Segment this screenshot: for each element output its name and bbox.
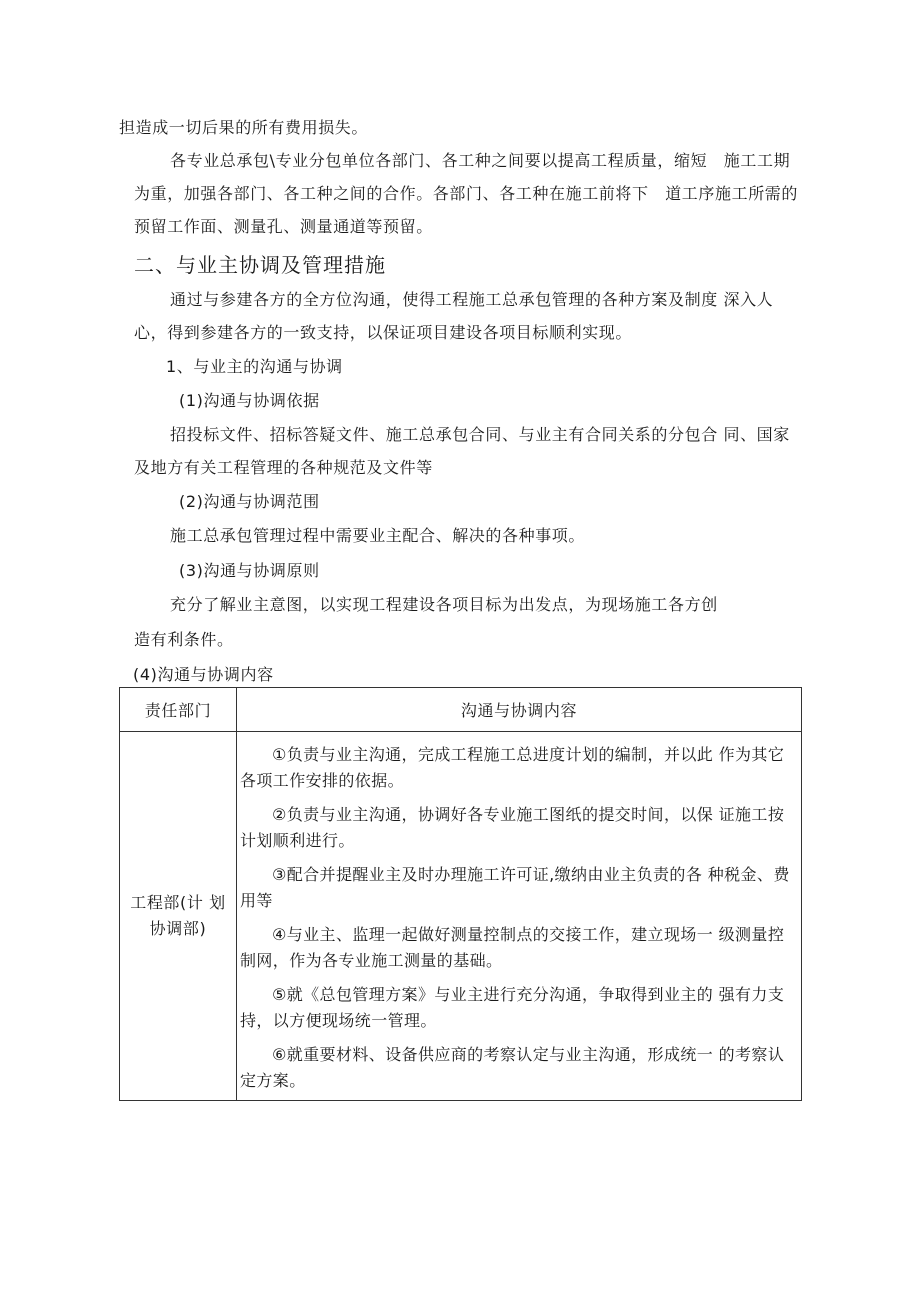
section-heading: 二、与业主协调及管理措施: [134, 253, 386, 277]
list-item: ⑤就《总包管理方案》与业主进行充分沟通，争取得到业主的 强有力支持，以方便现场统一管理。: [240, 985, 785, 1030]
coordination-table: [119, 687, 802, 1101]
paragraph-text: 招投标文件、招标答疑文件、施工总承包合同、与业主有合同关系的分包合 同、国家: [170, 425, 790, 444]
dept-cell: [120, 732, 237, 1101]
subsection-heading: (4)沟通与协调内容: [133, 665, 274, 684]
content-cell: [237, 732, 802, 1101]
dept-name-line: 协调部): [149, 919, 207, 938]
subsection-heading: (1)沟通与协调依据: [179, 391, 320, 410]
table-header-row: [120, 688, 802, 732]
paragraph-text: 造有利条件。: [134, 630, 234, 649]
list-item: ④与业主、监理一起做好测量控制点的交接工作，建立现场一 级测量控制网，作为各专业施工测量的基础。: [240, 925, 785, 970]
paragraph-text: 心，得到参建各方的一致支持，以保证项目建设各项目标顺利实现。: [134, 323, 633, 342]
paragraph-text: 充分了解业主意图，以实现工程建设各项目标为出发点，为现场施工各方创: [170, 595, 718, 614]
list-item: ①负责与业主沟通，完成工程施工总进度计划的编制，并以此 作为其它各项工作安排的依据。: [240, 745, 785, 790]
paragraph-text: 预留工作面、测量孔、测量通道等预留。: [134, 217, 433, 236]
subsection-heading: 1、与业主的沟通与协调: [166, 357, 343, 376]
paragraph-text: 为重，加强各部门、各工种之间的合作。各部门、各工种在施工前将下 道工序施工所需的: [134, 184, 799, 203]
column-header-content: 沟通与协调内容: [237, 688, 802, 732]
paragraph-text: 通过与参建各方的全方位沟通，使得工程施工总承包管理的各种方案及制度 深入人: [170, 290, 774, 309]
paragraph-text: 各专业总承包\专业分包单位各部门、各工种之间要以提高工程质量，缩短 施工工期: [170, 151, 791, 170]
list-item: ⑥就重要材料、设备供应商的考察认定与业主沟通，形成统一 的考察认定方案。: [240, 1045, 785, 1090]
column-header-dept: 责任部门: [120, 688, 237, 732]
subsection-heading: (2)沟通与协调范围: [179, 492, 320, 511]
paragraph-text: 担造成一切后果的所有费用损失。: [119, 118, 369, 137]
list-item: ③配合并提醒业主及时办理施工许可证,缴纳由业主负责的各 种税金、费用等: [240, 865, 790, 910]
table-row: [120, 732, 802, 1101]
paragraph-text: 施工总承包管理过程中需要业主配合、解决的各种事项。: [170, 526, 586, 545]
subsection-heading: (3)沟通与协调原则: [179, 561, 320, 580]
paragraph-text: 及地方有关工程管理的各种规范及文件等: [134, 458, 433, 477]
list-item: ②负责与业主沟通，协调好各专业施工图纸的提交时间，以保 证施工按计划顺利进行。: [240, 805, 785, 850]
dept-name-line: 工程部(计 划: [130, 893, 226, 912]
